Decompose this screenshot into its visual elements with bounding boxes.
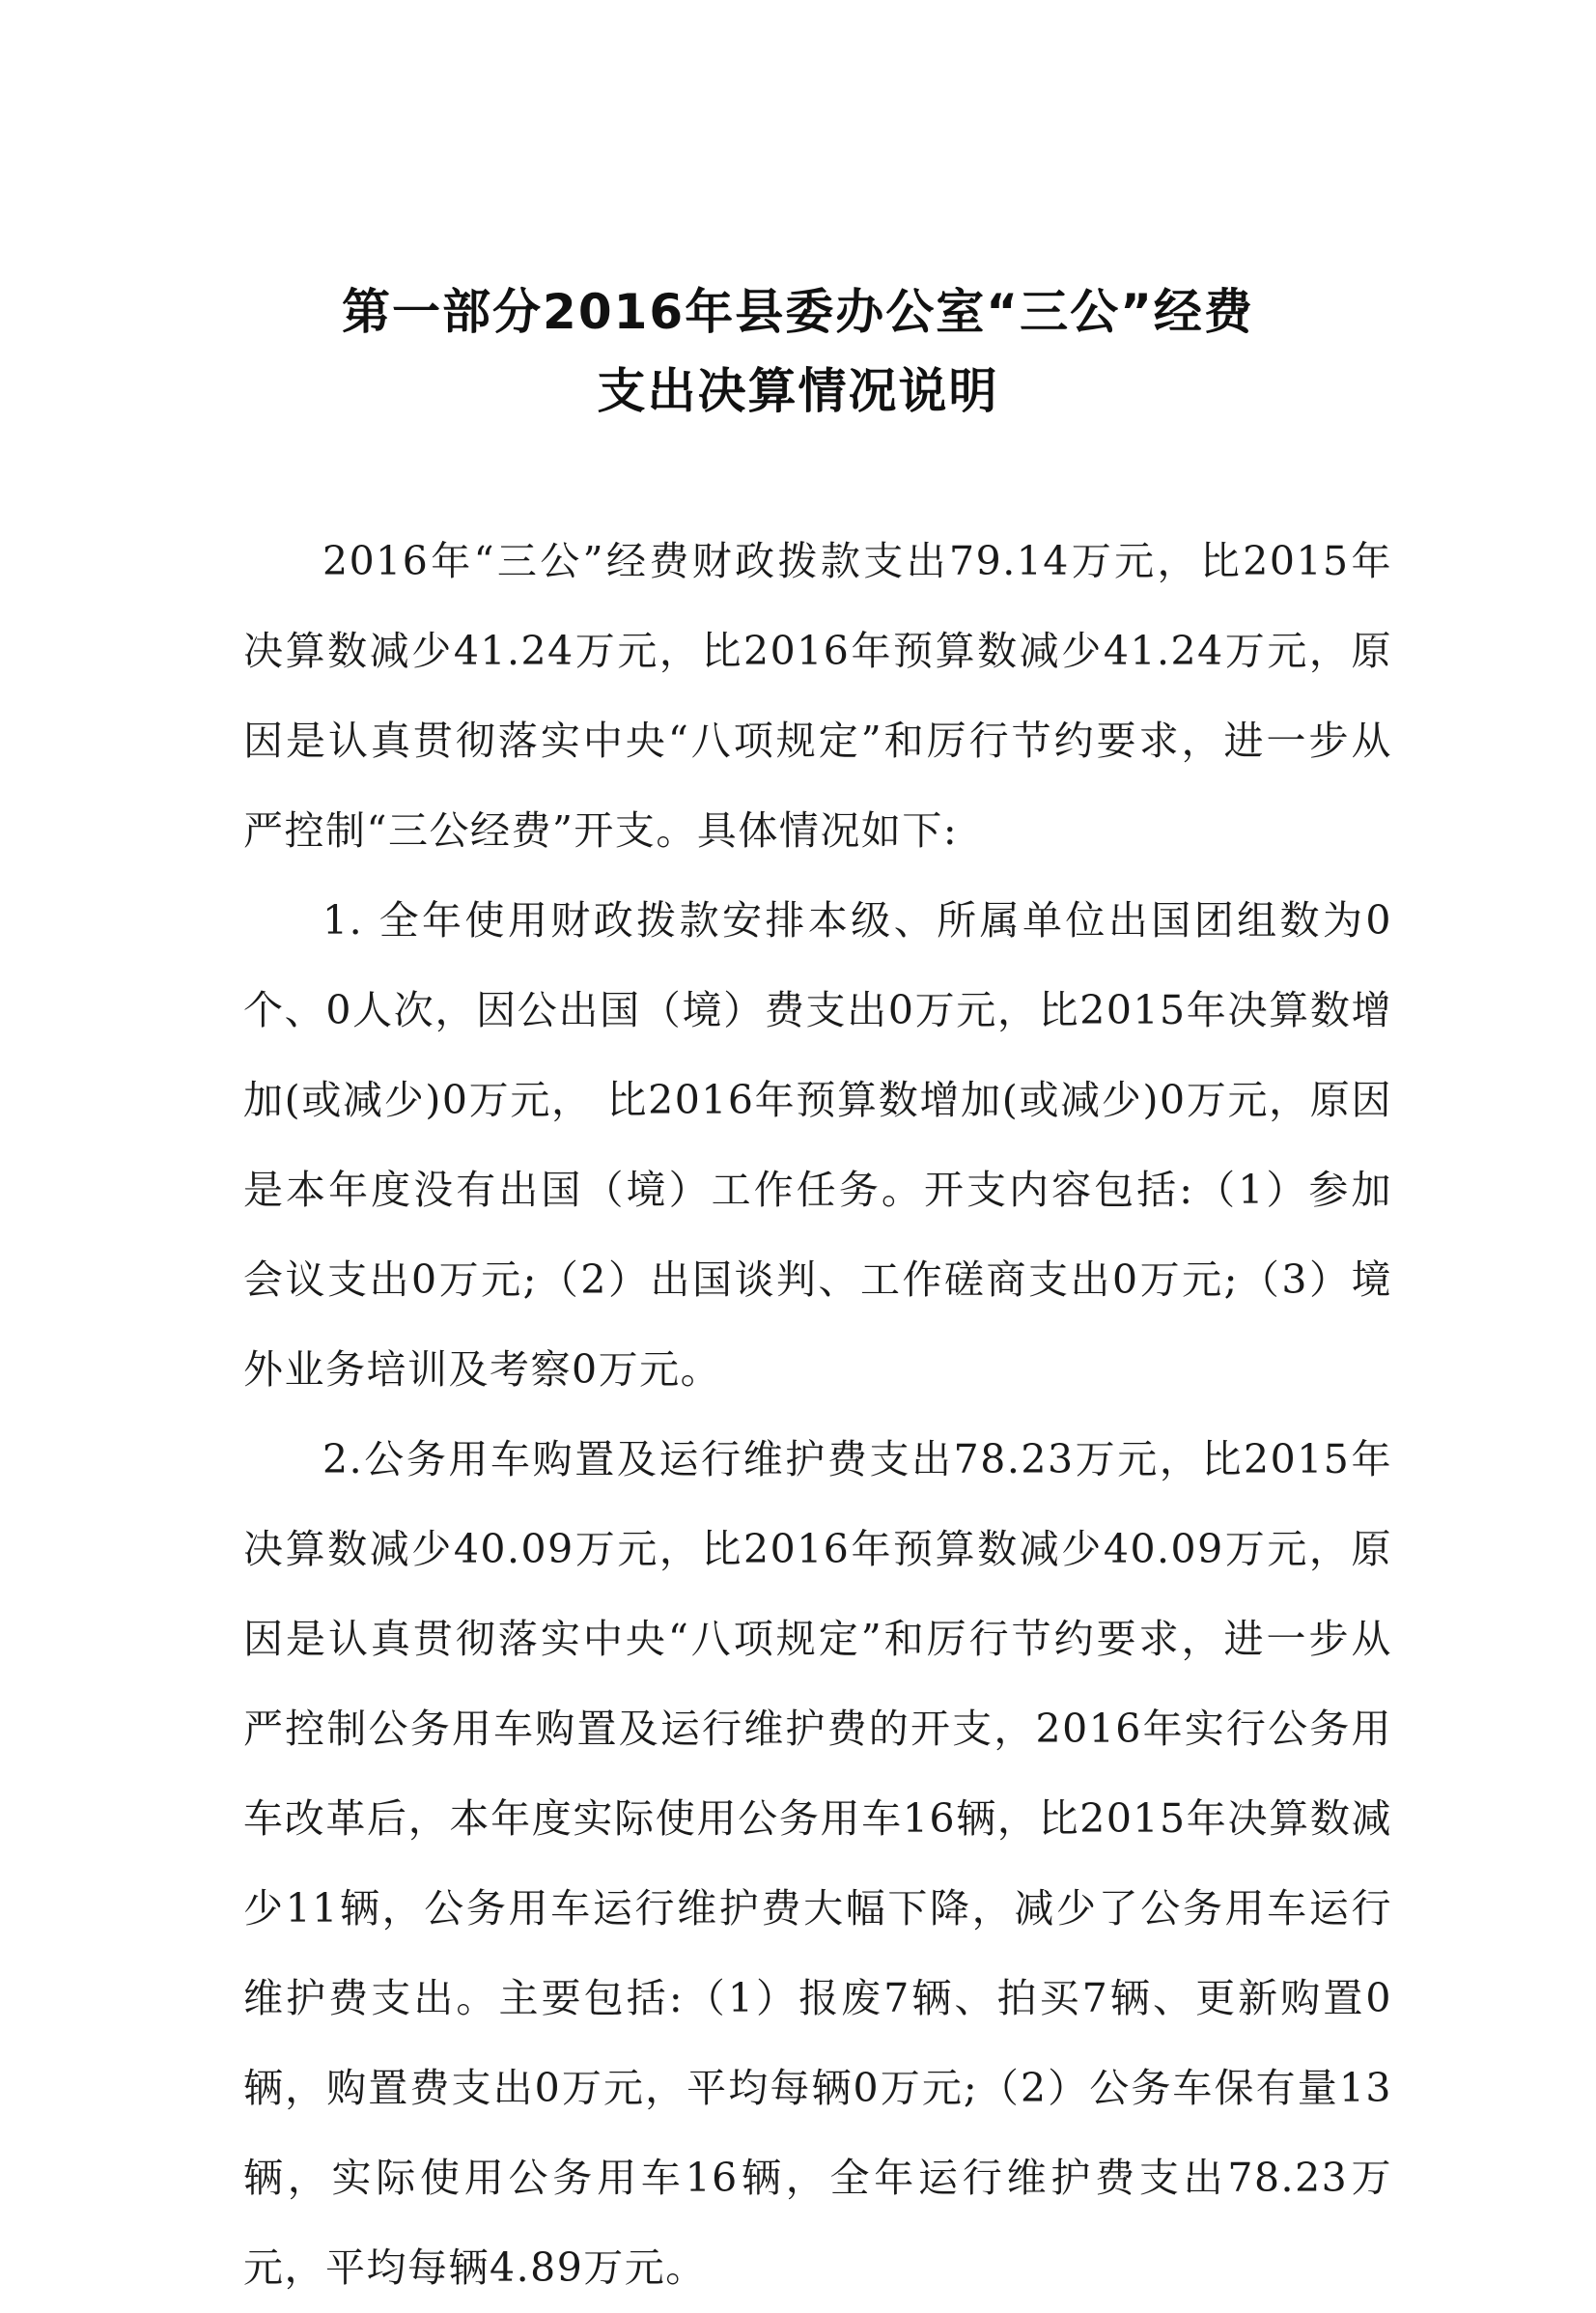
paragraph-official-vehicles: 2.公务用车购置及运行维护费支出78.23万元，比2015年决算数减少40.09万元，比2016年预算数减少40.09万元，原因是认真贯彻落实中央“八项规定”和厉行节约要求，进一步从严控制公务用车购置及运行维护费的开支，2016年实行公务用车改革后，本年度实际使用公务用车16辆，比2015年决算数减少11辆，公务用车运行维护费大幅下降，减少了公务用车运行维护费支出。主要包括:（1）报废7辆、拍买7辆、更新购置0辆，购置费支出0万元，平均每辆0万元;（2）公务车保有量13辆，实际使用公务用车16辆，全年运行维护费支出78.23万元，平均每辆4.89万元。	[243, 1436, 1392, 2291]
document-body	[243, 517, 1392, 2313]
document-title-line-1: 第一部分2016年县委办公室“三公”经费	[342, 284, 1254, 340]
document-title-line-2: 支出决算情况说明	[597, 363, 999, 419]
paragraph-overseas-travel: 1. 全年使用财政拨款安排本级、所属单位出国团组数为0个、0人次，因公出国（境）费支出0万元，比2015年决算数增加(或减少)0万元， 比2016年预算数增加(或减少)0万元，原因是本年度没有出国（境）工作任务。开支内容包括:（1）参加会议支出0万元;（2）出国谈判、工作磋商支出0万元;（3）境外业务培训及考察0万元。	[243, 897, 1392, 1393]
paragraph-summary: 2016年“三公”经费财政拨款支出79.14万元，比2015年决算数减少41.24万元，比2016年预算数减少41.24万元，原因是认真贯彻落实中央“八项规定”和厉行节约要求，进一步从严控制“三公经费”开支。具体情况如下:	[243, 538, 1392, 854]
